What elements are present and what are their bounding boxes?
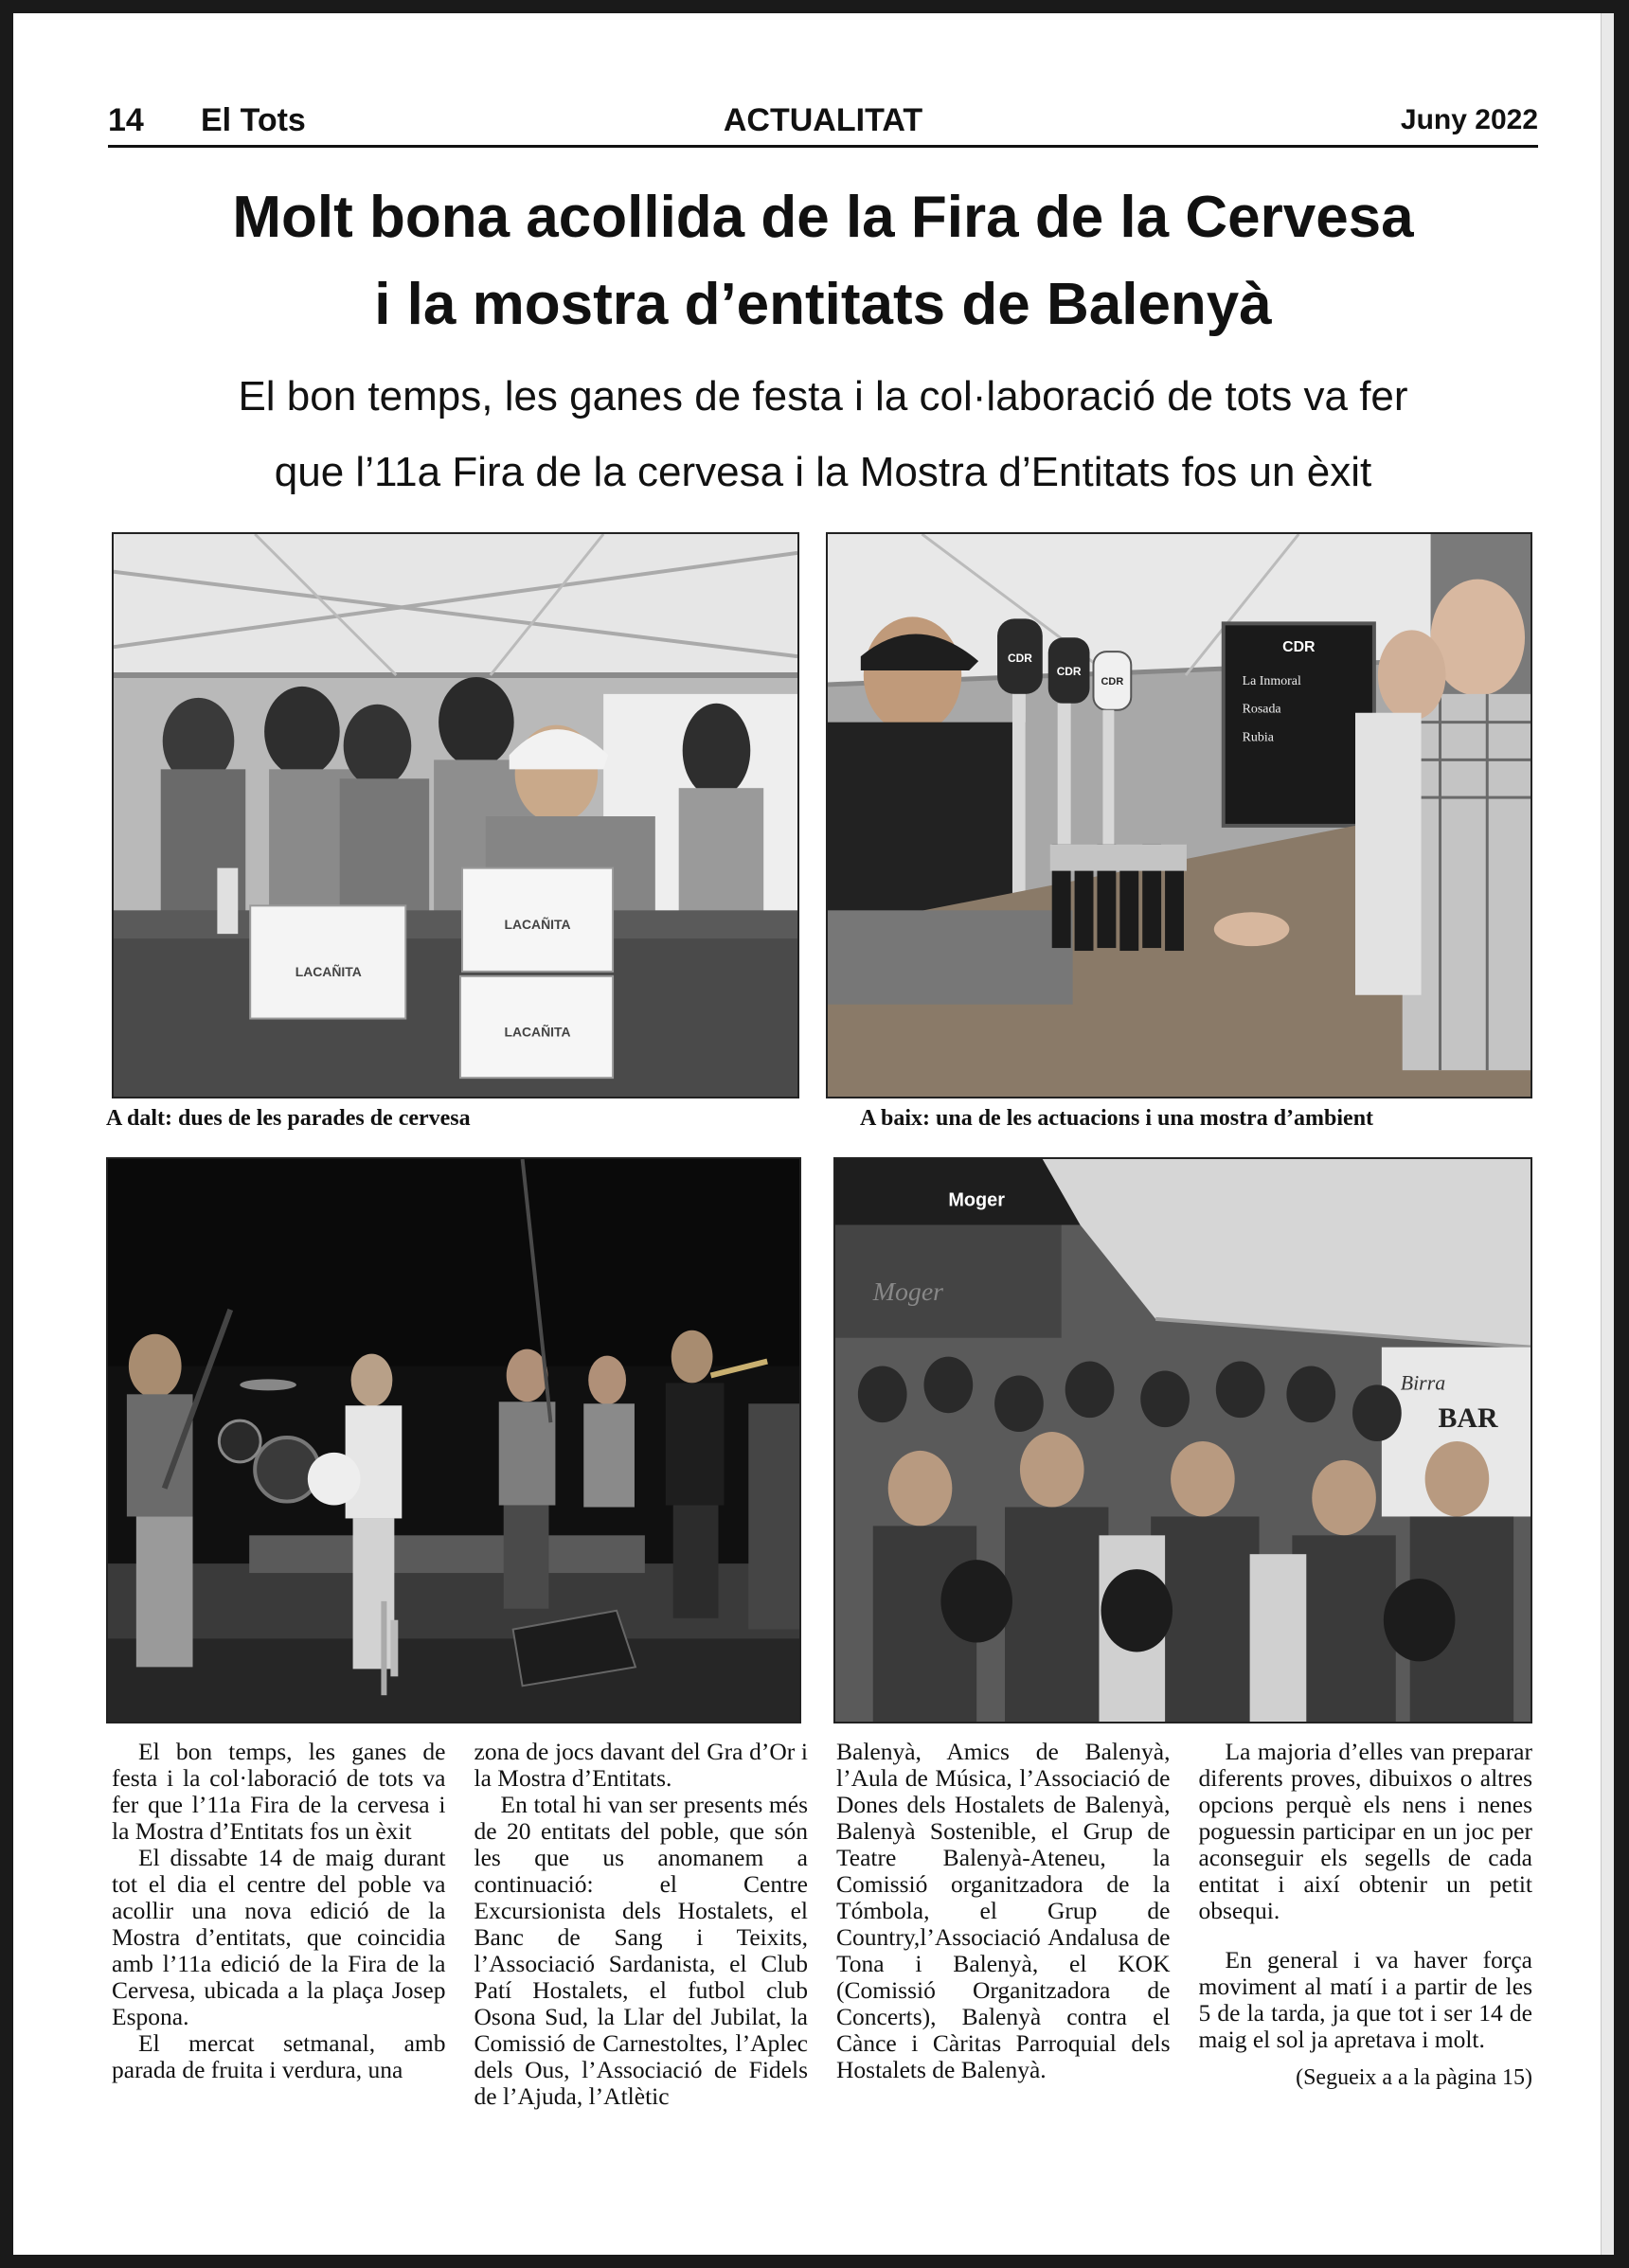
article-subhead [108,359,1538,510]
paragraph: Balenyà, Amics de Balenyà, l’Aula de Música, l’Associació de Dones dels Hostalets de Balenyà, Balenyà Sostenible, el Grup de Teatre Balenyà-Ateneu, la Comissió organitzadora de la Tómbola, el Grup de Country,l’Associació Andalusa de Tona i Balenyà, el KOK (Comissió Organitzadora de Concerts), Balenyà contra el Cànce i Càritas Parroquial dels Hostalets de Balenyà. [836,1738,1171,2083]
headline-line-2: i la mostra d’entitats de Balenyà [374,272,1272,337]
board-line-2: Rosada [1242,702,1281,717]
paragraph: El bon temps, les ganes de festa i la col·laboració de tots va fer que l’11a Fira de la cervesa i la Mostra d’Entitats fos un èxit [112,1738,446,1845]
article-body [112,1739,1532,2174]
body-column-1 [112,1739,446,2174]
banner-moger: Moger [948,1189,1005,1211]
headline-line-1: Molt bona acollida de la Fira de la Cervesa [232,185,1414,250]
body-column-2 [474,1739,809,2174]
subhead-line-1: El bon temps, les ganes de festa i la col·laboració de tots va fer [238,373,1408,420]
publication-name: El Tots [201,102,306,138]
board-line-1: La Inmoral [1242,673,1301,688]
subhead-line-2: que l’11a Fira de la cervesa i la Mostra d’Entitats fos un èxit [274,449,1372,495]
continued-note: (Segueix a a la pàgina 15) [1296,2065,1532,2090]
sign-bar: BAR [1438,1402,1498,1435]
issue-date: Juny 2022 [1400,104,1538,135]
body-column-4 [1199,1739,1533,2174]
paragraph: La majoria d’elles van preparar diferents proves, dibuixos o altres opcions perquè els nens i nenes poguessin participar en un joc per aconseguir els segells de cada entitat i així obtenir un petit obsequi. [1198,1738,1532,1924]
box-label-1: LACAÑITA [295,963,362,979]
article-headline [108,174,1538,348]
tap-label-1: CDR [1007,652,1032,666]
board-title: CDR [1282,639,1316,656]
banner-moger-2: Moger [872,1277,944,1307]
body-column-3 [836,1739,1171,2174]
box-label-2: LACAÑITA [504,917,571,933]
board-line-3: Rubia [1242,730,1274,745]
page-spine [1601,13,1614,2255]
section-name: ACTUALITAT [723,102,923,138]
paragraph: El mercat setmanal, amb parada de fruita i verdura, una [112,2029,446,2083]
box-label-3: LACAÑITA [504,1024,571,1040]
tap-label-2: CDR [1056,665,1082,678]
tap-label-3: CDR [1101,675,1124,688]
paragraph: zona de jocs davant del Gra d’Or i la Mostra d’Entitats. [474,1738,808,1792]
photo-beer-taps [826,532,1532,1098]
photo-crowd-ambience [833,1157,1532,1723]
caption-top-right: A baix: una de les actuacions i una mostra d’ambient [860,1106,1374,1131]
sign-birra: Birra [1400,1371,1446,1395]
paragraph: En general i va haver força moviment al matí i a partir de les 5 de la tarda, ja que tot i ser 14 de maig el sol ja apretava i molt. [1198,1946,1532,2053]
paragraph: El dissabte 14 de maig durant tot el dia el centre del poble va acollir una nova edició de la Mostra d’entitats, que coincidia amb l’11a edició de la Fira de la Cervesa, ubicada a la plaça Josep Espona. [112,1844,446,2030]
caption-top-left: A dalt: dues de les parades de cervesa [106,1106,471,1131]
paragraph: En total hi van ser presents més de 20 entitats del poble, que són les que us anomanem a continuació: el Centre Excursionista dels Hostalets, el Banc de Sang i Teixits, l’Associació Sardanista, el Club Patí Hostalets, el futbol club Osona Sud, la Llar del Jubilat, la Comissió de Carnestoltes, l’Aplec dels Ous, l’Associació de Fidels de l’Ajuda, l’Atlètic [474,1791,808,2110]
photo-beer-stall-boxes [112,532,799,1098]
page-number: 14 [108,102,144,138]
newspaper-page [13,13,1614,2255]
photo-band-performance [106,1157,801,1723]
page-header [108,95,1538,148]
